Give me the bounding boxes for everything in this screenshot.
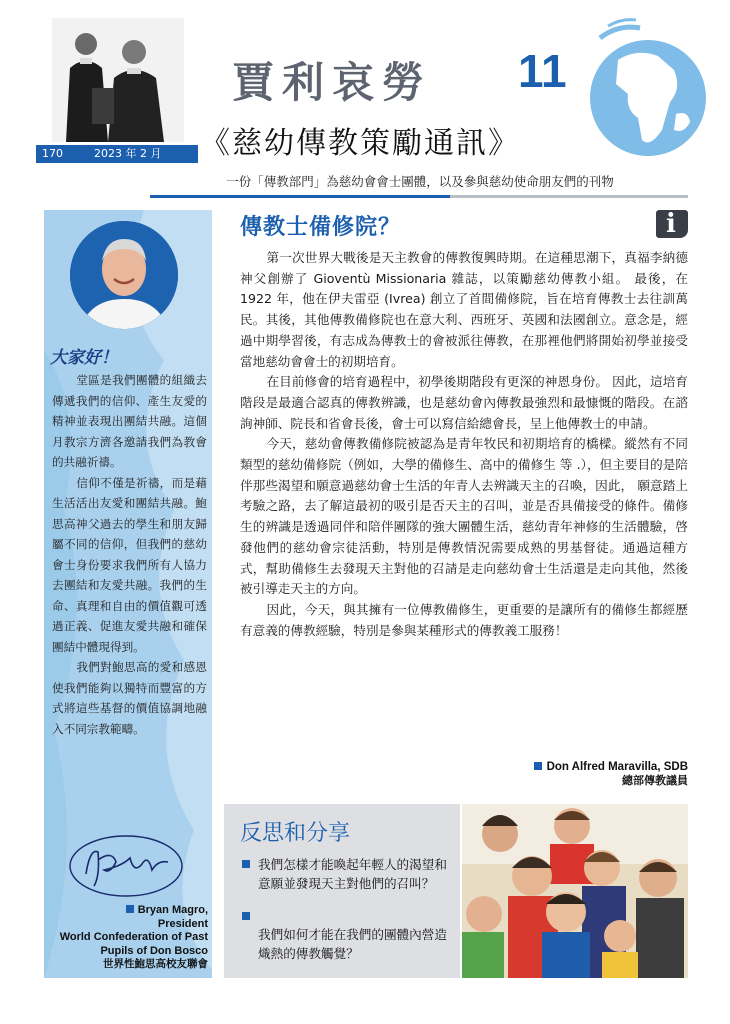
signature-block [50,904,208,972]
signature-role: President [157,917,208,930]
article-body [240,248,688,641]
president-letter [52,370,207,739]
bullet-square-icon [534,762,542,770]
handwritten-signature [64,830,194,900]
article-paragraph: 因此，今天，與其擁有一位傳教備修生，更重要的是讓所有的備修生都經歷有意義的傳教經驗，特別是參與某種形式的傳教義工服務！ [240,601,688,638]
avatar [70,221,178,329]
article-paragraph: 在目前修會的培育過程中，初學後期階段有更深的神恩身份。 因此，這培育階段是最適合認真的傳教辨識，也是慈幼會內傳教最強烈和最慷慨的階段。在諮詢神師、院長和省會長後，會士可以寫信給總會長，呈上他傳教士的申請。 [240,374,688,431]
signature-org: Pupils of Don Bosco [100,944,208,957]
tagline: 一份「傳教部門」為慈幼會會士團體，以及參與慈幼使命朋友們的刊物 [226,174,614,189]
article-title: 傳教士備修院？ [240,215,402,240]
bullet-square-icon [242,912,250,920]
bullet-square-icon [126,905,134,913]
reflection-question: 我們怎樣才能喚起年輕人的渴望和意願並發現天主對他們的召叫？ [244,855,454,893]
author-role: 總部傳教議員 [622,774,688,787]
issue-number: 170 [42,147,63,160]
reflection-question: 我們如何才能在我們的團體內營造熾熱的傳教觸覺？ [258,927,447,961]
reflection-title: 反思和分享 [240,821,351,846]
issue-bar [36,145,198,163]
letter-paragraph: 堂區是我們團體的組織去傳遞我們的信仰、產生友愛的精神並表現出團結共融。這個月教宗方濟各邀請我們為教會的共融祈禱。 [52,373,207,469]
globe-icon [578,18,708,168]
author-name: Don Alfred Maravilla, SDB [546,761,688,773]
children-group-photo [462,804,688,978]
letter-paragraph: 我們對鮑思高的愛和感恩使我們能夠以獨特而豐富的方式將這些基督的價值協調地融入不同宗教範疇。 [52,660,207,736]
priests-photo [52,18,184,142]
signature-org-cn: 世界性鮑思高校友聯會 [103,958,208,970]
bullet-square-icon [242,860,250,868]
newsletter-title: 賈利哀勞 [232,58,433,107]
letter-paragraph: 信仰不僅是祈禱，而是藉生活活出友愛和團結共融。鮑思高神父過去的學生和朋友歸屬不同的信仰，但我們的慈幼會士身份要求我們所有人協力去團結和友愛共融。我們的生命、真理和自由的價值觀可透過正義、促進友愛共融和確保團結中體現得到。 [52,475,207,654]
header-rule-gray [450,195,688,198]
signature-org: World Confederation of Past [59,931,208,943]
article-paragraph: 今天，慈幼會傳教備修院被認為是青年牧民和初期培育的橋樑。縱然有不同類型的慈幼備修院（例如，大學的備修生、高中的備修生 等 .），但主要目的是陪伴那些渴望和願意過慈幼會士生活的年青人去辨識天主的召喚，因此， 願意踏上考驗之路，去了解這最初的吸引是否天主的召叫，並是否具備接受的條件。備修生的辨識是透過同伴和陪伴團隊的強大團體生活，慈幼青年神修的生活體驗，啓發他們的慈幼會宗徒活動，特別是傳教情況需要成熟的男基督徒。通過這種方式，幫助備修生去發現天主對他的召請是走向慈幼會士生活還是走向其他，然後被引導走天主的方向。 [240,436,688,597]
newsletter-subtitle: 《慈幼傳教策勵通訊》 [200,126,520,161]
signature-name: Bryan Magro, [137,904,208,916]
issue-date: 2023 年 2 月 [94,147,162,160]
header-rule-blue [150,195,450,198]
issue-big-number: 11 [518,45,567,97]
info-icon [656,210,688,238]
article-paragraph: 第一次世界大戰後是天主教會的傳教復興時期。在這種思潮下，真福李納德神父創辦了 Gioventù Missionaria 雜誌，以策勵慈幼傳教小組。 最後，在 1922 年，他在伊夫雷亞 (Ivrea) 創立了首間備修院，旨在培育傳教士去往訓萬民。其後，其他傳教備修院也在意大利、西班牙、英國和法國創立。意念是，經過中期學習後，有志成為傳教士的會被派往傳教，在那裡他們將開始初學並接受當地慈幼會會士的初期培育。 [240,250,688,369]
greeting: 大家好！ [50,348,118,368]
article-author [400,760,688,788]
